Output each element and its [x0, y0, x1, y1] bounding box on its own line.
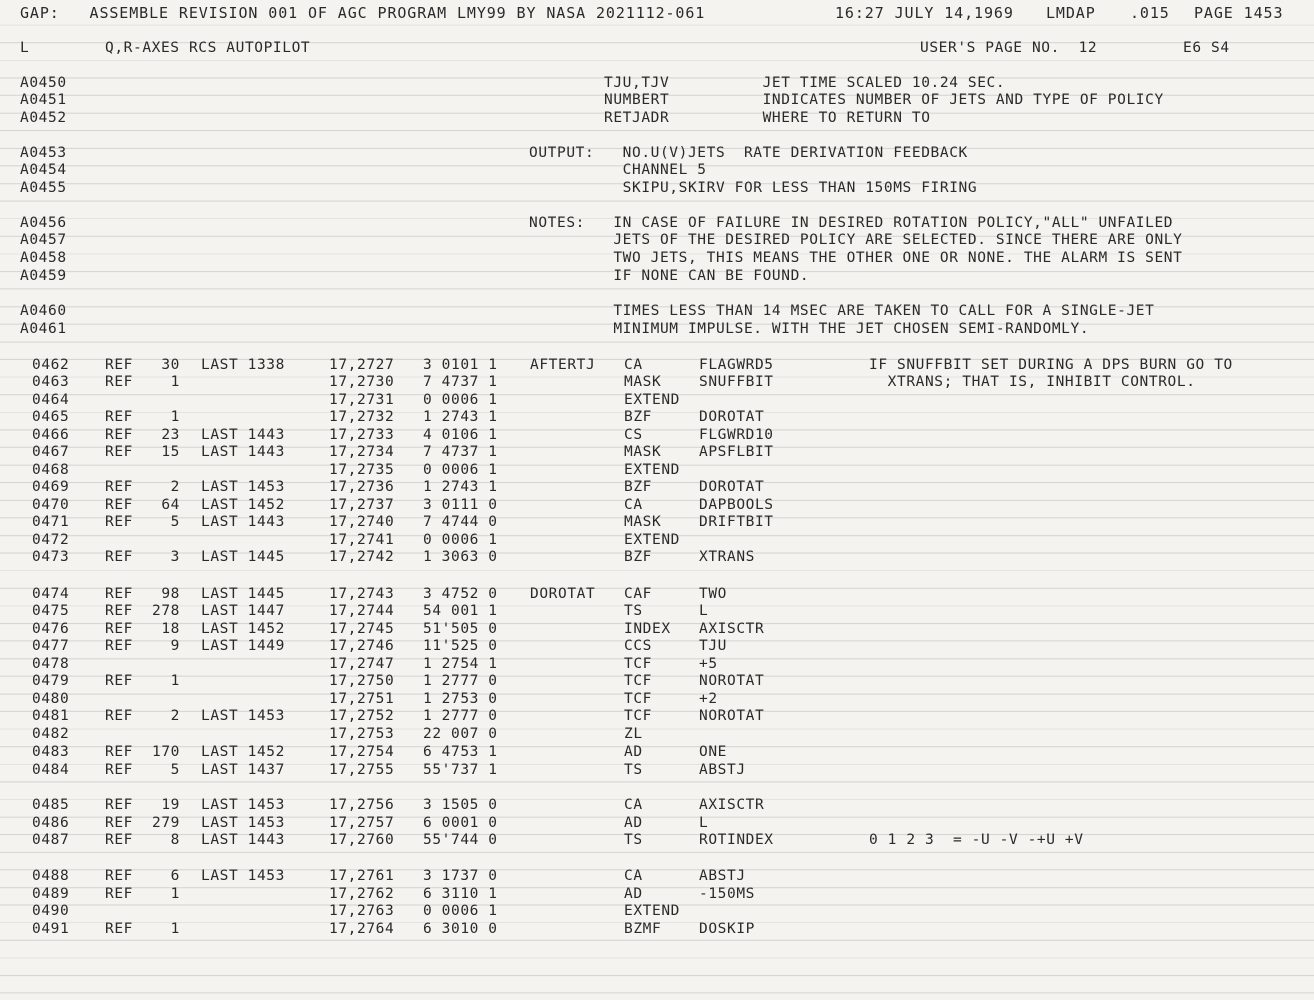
- code-comment: IF SNUFFBIT SET DURING A DPS BURN GO TO: [869, 357, 1233, 373]
- octal-word: 22 007 0: [423, 726, 498, 742]
- memory-address: 17,2746: [329, 638, 395, 654]
- octal-word: 1 2743 1: [423, 409, 498, 425]
- ref-marker: REF: [105, 868, 133, 884]
- line-number: 0477: [32, 638, 70, 654]
- line-number: A0453: [20, 145, 67, 161]
- operand: DRIFTBIT: [699, 514, 774, 530]
- last-ref: LAST 1453: [201, 479, 285, 495]
- octal-word: 4 0106 1: [423, 427, 498, 443]
- comment-text: NO.U(V)JETS RATE DERIVATION FEEDBACK: [604, 145, 968, 161]
- ref-count: 1: [170, 409, 180, 425]
- octal-word: 55'744 0: [423, 832, 498, 848]
- ref-count: 1: [170, 673, 180, 689]
- octal-word: 55'737 1: [423, 762, 498, 778]
- comment-text: CHANNEL 5: [604, 162, 707, 178]
- octal-word: 7 4744 0: [423, 514, 498, 530]
- line-number: 0478: [32, 656, 70, 672]
- comment-text: IN CASE OF FAILURE IN DESIRED ROTATION POLICY,"ALL" UNFAILED: [604, 215, 1174, 231]
- line-number: 0462: [32, 357, 70, 373]
- memory-address: 17,2763: [329, 903, 395, 919]
- opcode: CAF: [624, 586, 652, 602]
- ref-count: 1: [170, 886, 180, 902]
- ref-marker: REF: [105, 357, 133, 373]
- page-number: PAGE 1453: [1194, 4, 1284, 22]
- operand: +5: [699, 656, 718, 672]
- octal-word: 3 1505 0: [423, 797, 498, 813]
- operand: L: [699, 815, 709, 831]
- operand: -150MS: [699, 886, 755, 902]
- ref-marker: REF: [105, 673, 133, 689]
- last-ref: LAST 1443: [201, 514, 285, 530]
- ref-count: 6: [170, 868, 180, 884]
- ref-marker: REF: [105, 797, 133, 813]
- last-ref: LAST 1452: [201, 744, 285, 760]
- operand: +2: [699, 691, 718, 707]
- line-number: 0470: [32, 497, 70, 513]
- last-ref: LAST 1445: [201, 586, 285, 602]
- last-ref: LAST 1445: [201, 549, 285, 565]
- opcode: EXTEND: [624, 532, 680, 548]
- operand: DOSKIP: [699, 921, 755, 937]
- last-ref: LAST 1453: [201, 708, 285, 724]
- opcode: MASK: [624, 444, 662, 460]
- octal-word: 1 2777 0: [423, 708, 498, 724]
- line-number: 0487: [32, 832, 70, 848]
- line-number: A0454: [20, 162, 67, 178]
- memory-address: 17,2733: [329, 427, 395, 443]
- operand: APSFLBIT: [699, 444, 774, 460]
- opcode: CCS: [624, 638, 652, 654]
- operand: TWO: [699, 586, 727, 602]
- octal-word: 6 4753 1: [423, 744, 498, 760]
- comment-text: IF NONE CAN BE FOUND.: [604, 268, 810, 284]
- opcode: TCF: [624, 691, 652, 707]
- line-number: 0476: [32, 621, 70, 637]
- octal-word: 1 3063 0: [423, 549, 498, 565]
- memory-address: 17,2754: [329, 744, 395, 760]
- memory-address: 17,2747: [329, 656, 395, 672]
- ref-count: 1: [170, 374, 180, 390]
- ref-marker: REF: [105, 374, 133, 390]
- last-ref: LAST 1443: [201, 427, 285, 443]
- ref-count: 278: [152, 603, 180, 619]
- ref-marker: REF: [105, 762, 133, 778]
- comment-text: RETJADR WHERE TO RETURN TO: [604, 110, 931, 126]
- listing-code: .015: [1130, 4, 1170, 22]
- code-label: DOROTAT: [530, 586, 596, 602]
- octal-word: 1 2743 1: [423, 479, 498, 495]
- memory-address: 17,2756: [329, 797, 395, 813]
- line-number: 0474: [32, 586, 70, 602]
- line-number: A0452: [20, 110, 67, 126]
- line-number: A0455: [20, 180, 67, 196]
- ref-marker: REF: [105, 921, 133, 937]
- octal-word: 1 2754 1: [423, 656, 498, 672]
- operand: AXISCTR: [699, 797, 765, 813]
- last-ref: LAST 1443: [201, 444, 285, 460]
- octal-word: 0 0006 1: [423, 392, 498, 408]
- line-number: 0473: [32, 549, 70, 565]
- ref-marker: REF: [105, 832, 133, 848]
- line-number: A0457: [20, 232, 67, 248]
- line-number: 0472: [32, 532, 70, 548]
- line-number: A0458: [20, 250, 67, 266]
- line-number: 0465: [32, 409, 70, 425]
- opcode: TS: [624, 603, 643, 619]
- operand: DOROTAT: [699, 409, 765, 425]
- ref-count: 170: [152, 744, 180, 760]
- operand: L: [699, 603, 709, 619]
- opcode: BZF: [624, 409, 652, 425]
- line-number: 0488: [32, 868, 70, 884]
- opcode: MASK: [624, 374, 662, 390]
- line-number: 0483: [32, 744, 70, 760]
- octal-word: 0 0006 1: [423, 462, 498, 478]
- section-title: Q,R-AXES RCS AUTOPILOT: [105, 40, 311, 56]
- line-number: 0482: [32, 726, 70, 742]
- line-number: 0489: [32, 886, 70, 902]
- operand: DAPBOOLS: [699, 497, 774, 513]
- ref-marker: REF: [105, 708, 133, 724]
- octal-word: 0 0006 1: [423, 903, 498, 919]
- octal-word: 7 4737 1: [423, 444, 498, 460]
- code-label: AFTERTJ: [530, 357, 596, 373]
- ref-marker: REF: [105, 444, 133, 460]
- opcode: TS: [624, 832, 643, 848]
- memory-address: 17,2761: [329, 868, 395, 884]
- operand: SNUFFBIT: [699, 374, 774, 390]
- listing-module: LMDAP: [1046, 4, 1096, 22]
- ref-count: 23: [161, 427, 180, 443]
- line-number: 0466: [32, 427, 70, 443]
- opcode: AD: [624, 744, 643, 760]
- opcode: ZL: [624, 726, 643, 742]
- ref-marker: REF: [105, 586, 133, 602]
- operand: ABSTJ: [699, 762, 746, 778]
- octal-word: 6 3010 0: [423, 921, 498, 937]
- line-number: 0479: [32, 673, 70, 689]
- line-number: 0481: [32, 708, 70, 724]
- ref-marker: REF: [105, 744, 133, 760]
- comment-label: NOTES:: [529, 215, 585, 231]
- operand: ONE: [699, 744, 727, 760]
- operand: AXISCTR: [699, 621, 765, 637]
- opcode: TCF: [624, 656, 652, 672]
- octal-word: 6 3110 1: [423, 886, 498, 902]
- octal-word: 3 4752 0: [423, 586, 498, 602]
- operand: NOROTAT: [699, 673, 765, 689]
- last-ref: LAST 1452: [201, 621, 285, 637]
- memory-address: 17,2744: [329, 603, 395, 619]
- line-number: 0480: [32, 691, 70, 707]
- memory-address: 17,2753: [329, 726, 395, 742]
- memory-address: 17,2752: [329, 708, 395, 724]
- line-number: 0491: [32, 921, 70, 937]
- octal-word: 0 0006 1: [423, 532, 498, 548]
- operand: DOROTAT: [699, 479, 765, 495]
- opcode: CA: [624, 357, 643, 373]
- comment-text: TWO JETS, THIS MEANS THE OTHER ONE OR NONE. THE ALARM IS SENT: [604, 250, 1183, 266]
- comment-text: MINIMUM IMPULSE. WITH THE JET CHOSEN SEMI-RANDOMLY.: [604, 321, 1090, 337]
- opcode: TS: [624, 762, 643, 778]
- opcode: BZF: [624, 479, 652, 495]
- ref-count: 1: [170, 921, 180, 937]
- comment-text: SKIPU,SKIRV FOR LESS THAN 150MS FIRING: [604, 180, 978, 196]
- opcode: BZF: [624, 549, 652, 565]
- line-number: 0463: [32, 374, 70, 390]
- memory-address: 17,2740: [329, 514, 395, 530]
- memory-address: 17,2727: [329, 357, 395, 373]
- ref-marker: REF: [105, 427, 133, 443]
- last-ref: LAST 1453: [201, 797, 285, 813]
- memory-address: 17,2737: [329, 497, 395, 513]
- last-ref: LAST 1453: [201, 815, 285, 831]
- last-ref: LAST 1437: [201, 762, 285, 778]
- memory-address: 17,2750: [329, 673, 395, 689]
- ref-count: 30: [161, 357, 180, 373]
- ref-count: 19: [161, 797, 180, 813]
- memory-address: 17,2757: [329, 815, 395, 831]
- section-tag: E6 S4: [1183, 40, 1230, 56]
- line-number: A0459: [20, 268, 67, 284]
- ref-count: 5: [170, 762, 180, 778]
- memory-address: 17,2730: [329, 374, 395, 390]
- opcode: INDEX: [624, 621, 671, 637]
- octal-word: 54 001 1: [423, 603, 498, 619]
- memory-address: 17,2732: [329, 409, 395, 425]
- operand: ABSTJ: [699, 868, 746, 884]
- opcode: TCF: [624, 673, 652, 689]
- octal-word: 1 2777 0: [423, 673, 498, 689]
- ref-marker: REF: [105, 815, 133, 831]
- ref-marker: REF: [105, 638, 133, 654]
- listing-timestamp: 16:27 JULY 14,1969: [835, 4, 1014, 22]
- ref-marker: REF: [105, 549, 133, 565]
- operand: ROTINDEX: [699, 832, 774, 848]
- ref-count: 8: [170, 832, 180, 848]
- opcode: CS: [624, 427, 643, 443]
- memory-address: 17,2755: [329, 762, 395, 778]
- last-ref: LAST 1453: [201, 868, 285, 884]
- listing-title: GAP: ASSEMBLE REVISION 001 OF AGC PROGRAM LMY99 BY NASA 2021112-061: [20, 4, 706, 22]
- memory-address: 17,2736: [329, 479, 395, 495]
- ref-count: 9: [170, 638, 180, 654]
- comment-text: TJU,TJV JET TIME SCALED 10.24 SEC.: [604, 75, 1006, 91]
- octal-word: 3 0101 1: [423, 357, 498, 373]
- memory-address: 17,2762: [329, 886, 395, 902]
- ref-count: 2: [170, 479, 180, 495]
- opcode: CA: [624, 868, 643, 884]
- line-number: 0490: [32, 903, 70, 919]
- code-comment: XTRANS; THAT IS, INHIBIT CONTROL.: [869, 374, 1196, 390]
- user-page-number: USER'S PAGE NO. 12: [920, 40, 1098, 56]
- ref-count: 5: [170, 514, 180, 530]
- ref-count: 98: [161, 586, 180, 602]
- operand: FLGWRD10: [699, 427, 774, 443]
- last-ref: LAST 1338: [201, 357, 285, 373]
- line-number: 0485: [32, 797, 70, 813]
- ref-marker: REF: [105, 886, 133, 902]
- code-comment: 0 1 2 3 = -U -V -+U +V: [869, 832, 1084, 848]
- opcode: AD: [624, 815, 643, 831]
- opcode: EXTEND: [624, 462, 680, 478]
- comment-text: NUMBERT INDICATES NUMBER OF JETS AND TYPE OF POLICY: [604, 92, 1164, 108]
- ref-marker: REF: [105, 621, 133, 637]
- memory-address: 17,2742: [329, 549, 395, 565]
- memory-address: 17,2764: [329, 921, 395, 937]
- ref-marker: REF: [105, 409, 133, 425]
- memory-address: 17,2734: [329, 444, 395, 460]
- line-number: 0467: [32, 444, 70, 460]
- last-ref: LAST 1447: [201, 603, 285, 619]
- opcode: EXTEND: [624, 903, 680, 919]
- line-number: A0456: [20, 215, 67, 231]
- octal-word: 51'505 0: [423, 621, 498, 637]
- memory-address: 17,2760: [329, 832, 395, 848]
- octal-word: 1 2753 0: [423, 691, 498, 707]
- ref-count: 2: [170, 708, 180, 724]
- comment-label: OUTPUT:: [529, 145, 595, 161]
- opcode: MASK: [624, 514, 662, 530]
- memory-address: 17,2735: [329, 462, 395, 478]
- ref-count: 279: [152, 815, 180, 831]
- operand: FLAGWRD5: [699, 357, 774, 373]
- ref-count: 3: [170, 549, 180, 565]
- opcode: BZMF: [624, 921, 662, 937]
- line-number: A0451: [20, 92, 67, 108]
- last-ref: LAST 1449: [201, 638, 285, 654]
- operand: TJU: [699, 638, 727, 654]
- octal-word: 11'525 0: [423, 638, 498, 654]
- opcode: EXTEND: [624, 392, 680, 408]
- octal-word: 3 1737 0: [423, 868, 498, 884]
- line-number: 0475: [32, 603, 70, 619]
- ref-count: 64: [161, 497, 180, 513]
- opcode: TCF: [624, 708, 652, 724]
- memory-address: 17,2751: [329, 691, 395, 707]
- ref-count: 15: [161, 444, 180, 460]
- ref-marker: REF: [105, 603, 133, 619]
- octal-word: 3 0111 0: [423, 497, 498, 513]
- memory-address: 17,2741: [329, 532, 395, 548]
- line-number: 0486: [32, 815, 70, 831]
- opcode: AD: [624, 886, 643, 902]
- opcode: CA: [624, 497, 643, 513]
- ref-marker: REF: [105, 479, 133, 495]
- line-number: A0450: [20, 75, 67, 91]
- ref-count: 18: [161, 621, 180, 637]
- ref-marker: REF: [105, 514, 133, 530]
- memory-address: 17,2743: [329, 586, 395, 602]
- last-ref: LAST 1452: [201, 497, 285, 513]
- memory-address: 17,2731: [329, 392, 395, 408]
- line-number: A0460: [20, 303, 67, 319]
- ref-marker: REF: [105, 497, 133, 513]
- line-number: A0461: [20, 321, 67, 337]
- line-number: 0484: [32, 762, 70, 778]
- memory-address: 17,2745: [329, 621, 395, 637]
- last-ref: LAST 1443: [201, 832, 285, 848]
- line-number: 0471: [32, 514, 70, 530]
- line-number: 0464: [32, 392, 70, 408]
- line-number: 0468: [32, 462, 70, 478]
- octal-word: 7 4737 1: [423, 374, 498, 390]
- opcode: CA: [624, 797, 643, 813]
- octal-word: 6 0001 0: [423, 815, 498, 831]
- section-marker: L: [20, 40, 30, 56]
- operand: XTRANS: [699, 549, 755, 565]
- comment-text: TIMES LESS THAN 14 MSEC ARE TAKEN TO CALL FOR A SINGLE-JET: [604, 303, 1155, 319]
- comment-text: JETS OF THE DESIRED POLICY ARE SELECTED. SINCE THERE ARE ONLY: [604, 232, 1183, 248]
- line-number: 0469: [32, 479, 70, 495]
- operand: NOROTAT: [699, 708, 765, 724]
